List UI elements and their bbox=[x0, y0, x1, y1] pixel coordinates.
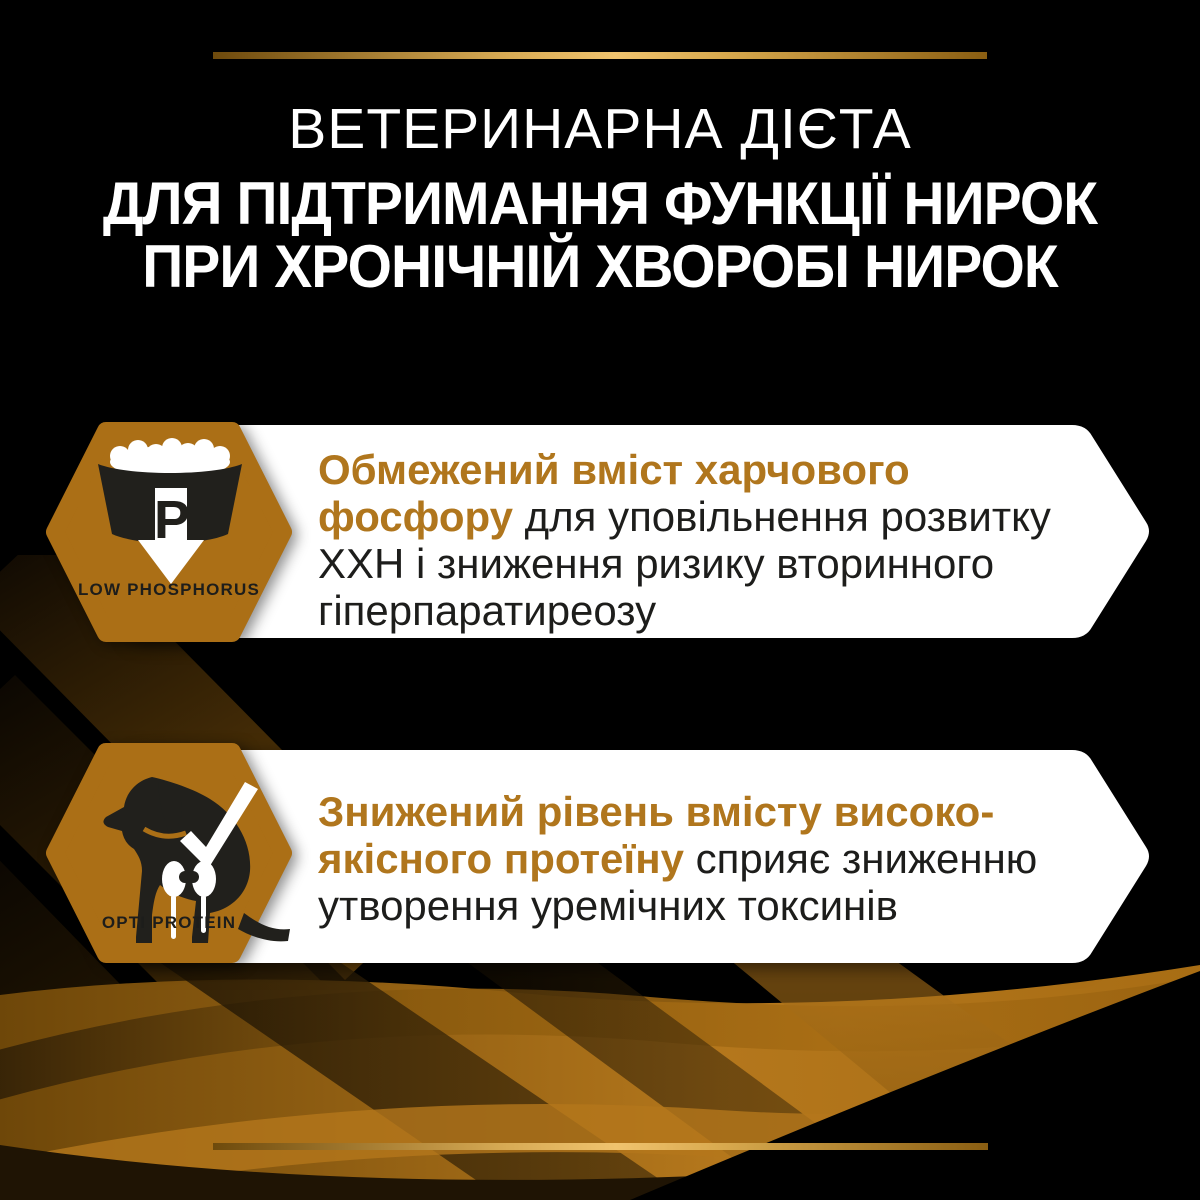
feature-highlight: Знижений рівень вмісту високо-якісного протеїну bbox=[318, 788, 995, 882]
top-gold-line bbox=[213, 52, 987, 59]
title-main bbox=[30, 172, 1170, 298]
phosphorus-bowl-down-arrow-icon bbox=[46, 422, 292, 642]
feature-description: для уповільнення розвитку ХХН і зниження ризику вторинного гіперпаратиреозу bbox=[318, 493, 1051, 634]
phosphorus-letter: P bbox=[153, 490, 191, 550]
feature-description: сприяє зниженню утворення уремічних токсинів bbox=[318, 835, 1038, 929]
page-title bbox=[0, 96, 1200, 298]
feature-low-phosphorus-text bbox=[318, 425, 1063, 634]
title-main-line1: ДЛЯ ПІДТРИМАННЯ ФУНКЦІЇ НИРОК bbox=[102, 170, 1098, 237]
feature-opti-protein bbox=[0, 750, 1200, 963]
bottom-gold-pattern-decoration bbox=[0, 935, 1200, 1200]
opti-protein-badge bbox=[46, 743, 292, 963]
title-subline: ВЕТЕРИНАРНА ДІЄТА bbox=[288, 97, 912, 161]
badge-label: LOW PHOSPHORUS bbox=[77, 580, 261, 599]
low-phosphorus-badge bbox=[46, 422, 292, 642]
bottom-gold-line bbox=[213, 1143, 988, 1150]
badge-label: OPTI PROTEIN bbox=[101, 913, 237, 932]
feature-opti-protein-text bbox=[318, 750, 1063, 929]
feature-highlight: Обмежений вміст харчового фосфору bbox=[318, 446, 910, 540]
title-main-line2: ПРИ ХРОНІЧНІЙ ХВОРОБІ НИРОК bbox=[142, 233, 1058, 300]
feature-low-phosphorus bbox=[0, 425, 1200, 638]
